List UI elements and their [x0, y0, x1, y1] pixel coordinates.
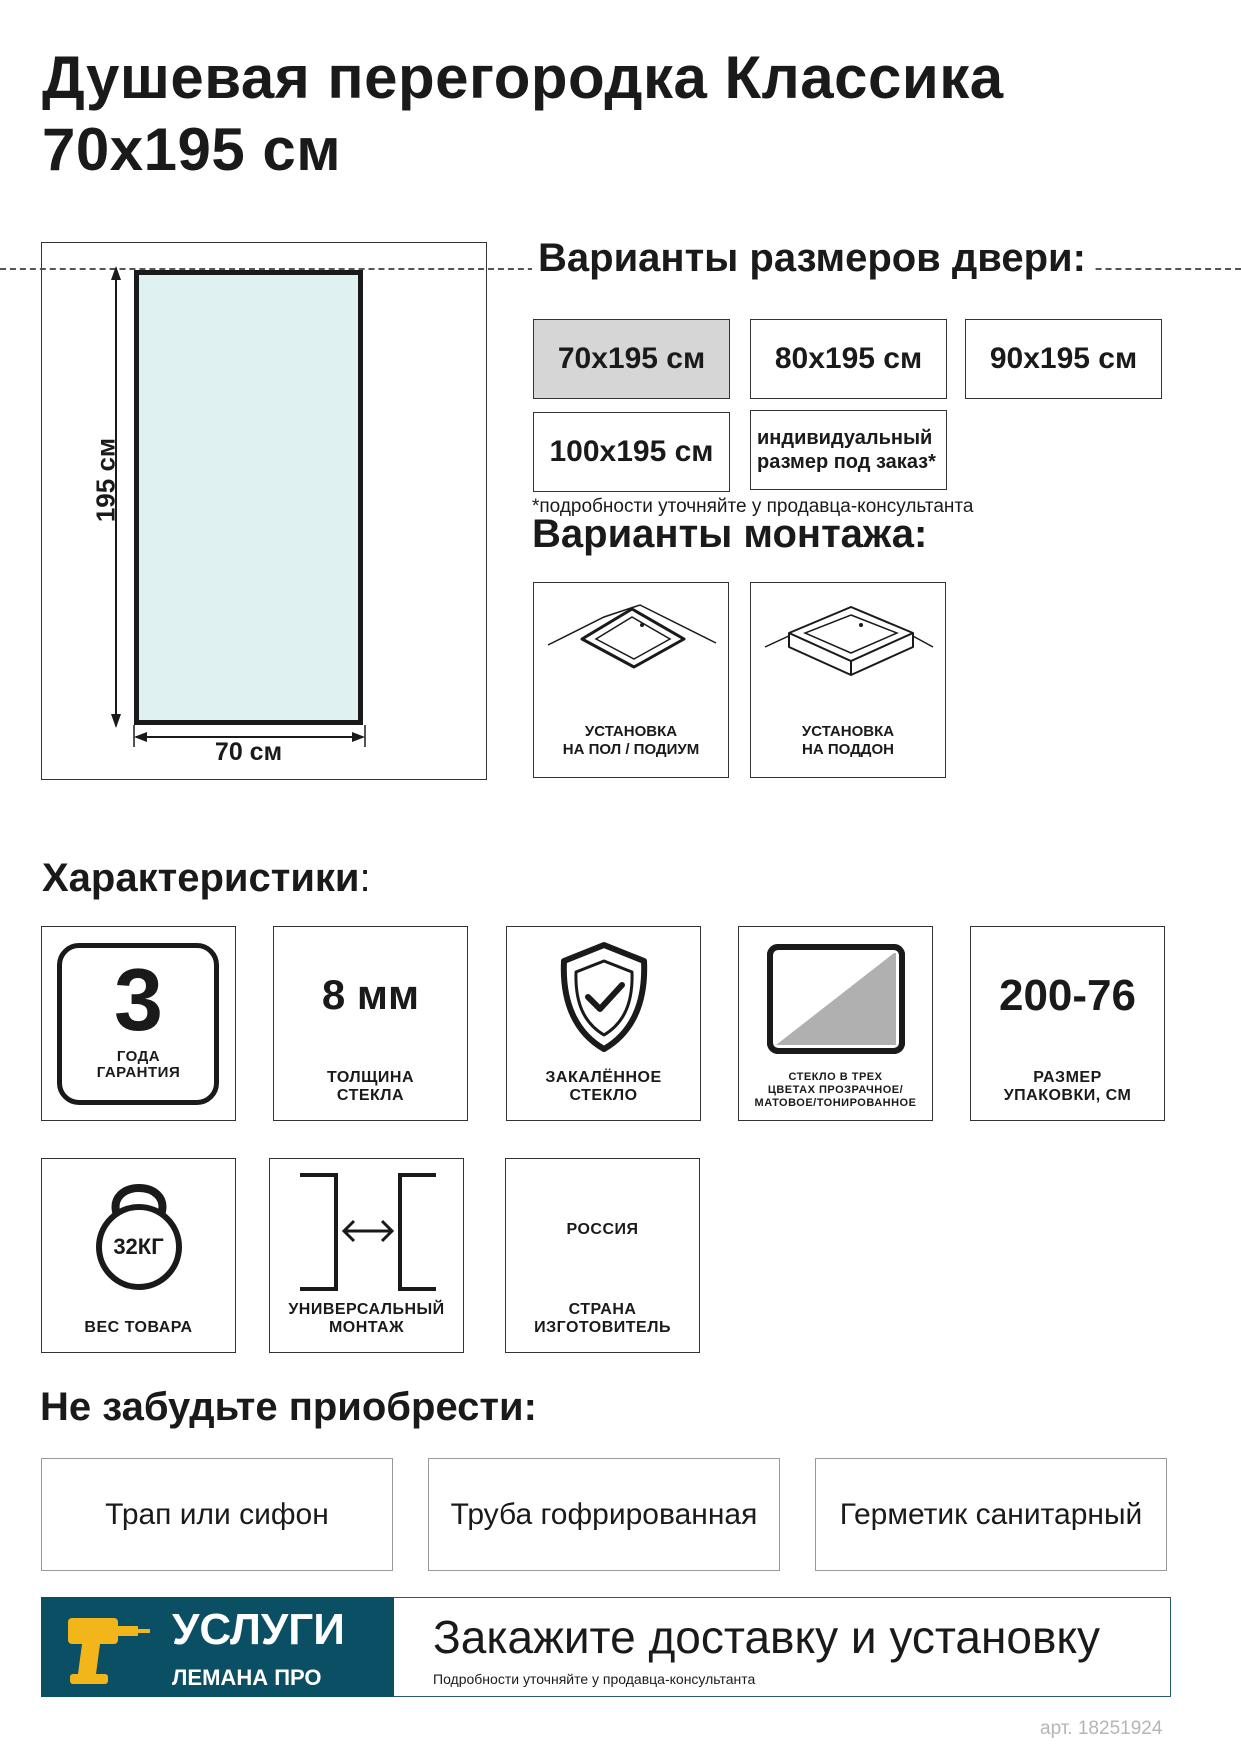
size-option-90[interactable]: 90x195 см	[965, 319, 1162, 399]
size-option-100[interactable]: 100x195 см	[533, 412, 730, 492]
size-option-70[interactable]: 70x195 см	[533, 319, 730, 399]
glass-color-label-3: МАТОВОЕ/ТОНИРОВАННОЕ	[754, 1097, 917, 1109]
weight-card	[41, 1158, 236, 1353]
size-option-80[interactable]: 80x195 см	[750, 319, 947, 399]
glass-panel	[134, 270, 363, 725]
kettlebell-icon	[87, 1173, 191, 1291]
universal-mount-icon	[296, 1171, 440, 1295]
country-card	[505, 1158, 700, 1353]
warranty-label-2: ГАРАНТИЯ	[96, 1064, 181, 1081]
package-card	[970, 926, 1165, 1121]
title-line-1: Душевая перегородка Классика	[42, 44, 1004, 111]
country-label-1: СТРАНА	[568, 1301, 637, 1318]
tray-install-icon	[761, 603, 937, 693]
services-cta: Закажите доставку и установку	[433, 1611, 1101, 1663]
glass-color-label-1: СТЕКЛО В ТРЕХ	[788, 1071, 883, 1083]
warranty-card	[41, 926, 236, 1121]
tempered-label-2: СТЕКЛО	[569, 1087, 638, 1104]
width-label: 70 см	[214, 738, 283, 766]
tempered-card	[506, 926, 701, 1121]
thickness-value: 8 мм	[321, 971, 420, 1018]
universal-mount-label-1: УНИВЕРСАЛЬНЫЙ	[288, 1301, 445, 1318]
warranty-value: 3	[114, 950, 163, 1049]
floor-install-label-2: НА ПОЛ / ПОДИУМ	[562, 741, 700, 758]
package-label-2: УПАКОВКИ, СМ	[1003, 1087, 1132, 1104]
glass-tint-icon	[766, 943, 906, 1055]
universal-mount-card	[269, 1158, 464, 1353]
mount-floor-card[interactable]	[533, 582, 729, 778]
thickness-card	[273, 926, 468, 1121]
services-brand: ЛЕМАНА ПРО	[172, 1665, 322, 1690]
package-value: 200-76	[998, 971, 1136, 1020]
shield-check-icon	[554, 941, 654, 1053]
title-line-2: 70x195 см	[42, 116, 342, 183]
custom-size-line-1: индивидуальный	[757, 427, 933, 449]
size-option-custom[interactable]	[750, 410, 947, 490]
article-number: арт. 18251924	[1040, 1718, 1163, 1739]
weight-value: 32КГ	[113, 1234, 164, 1259]
country-label-2: ИЗГОТОВИТЕЛЬ	[534, 1319, 671, 1336]
thickness-label-1: ТОЛЩИНА	[326, 1069, 415, 1086]
services-title: УСЛУГИ	[172, 1605, 345, 1654]
buy-heading: Не забудьте приобрести:	[40, 1385, 537, 1429]
package-label-1: РАЗМЕР	[1033, 1069, 1102, 1086]
height-label: 195 см	[90, 437, 121, 523]
tray-install-label-2: НА ПОДДОН	[802, 741, 894, 758]
mounting-heading: Варианты монтажа:	[532, 512, 928, 556]
floor-install-icon	[544, 603, 720, 683]
floor-install-label-1: УСТАНОВКА	[584, 723, 678, 740]
features-heading: Характеристики:	[42, 856, 371, 900]
buy-item-siphon[interactable]: Трап или сифон	[41, 1458, 393, 1571]
tray-install-label-1: УСТАНОВКА	[801, 723, 895, 740]
page-title	[42, 42, 1004, 186]
country-value: РОССИЯ	[566, 1221, 639, 1238]
glass-color-card	[738, 926, 933, 1121]
warranty-label-1: ГОДА	[116, 1048, 161, 1065]
tempered-label-1: ЗАКАЛЁННОЕ	[545, 1069, 662, 1086]
buy-item-pipe[interactable]: Труба гофрированная	[428, 1458, 780, 1571]
glass-color-label-2: ЦВЕТАХ ПРОЗРАЧНОЕ/	[767, 1084, 904, 1096]
thickness-label-2: СТЕКЛА	[336, 1087, 405, 1104]
mount-tray-card[interactable]	[750, 582, 946, 778]
weight-label: ВЕС ТОВАРА	[84, 1319, 193, 1336]
services-note: Подробности уточняйте у продавца-консультанта	[433, 1671, 756, 1687]
buy-item-sealant[interactable]: Герметик санитарный	[815, 1458, 1167, 1571]
sizes-heading: Варианты размеров двери:	[532, 236, 1092, 281]
size-note: *подробности уточняйте у продавца-консультанта	[532, 496, 974, 517]
universal-mount-label-2: МОНТАЖ	[328, 1319, 405, 1336]
custom-size-line-2: размер под заказ*	[757, 451, 936, 473]
drill-icon	[60, 1610, 152, 1690]
